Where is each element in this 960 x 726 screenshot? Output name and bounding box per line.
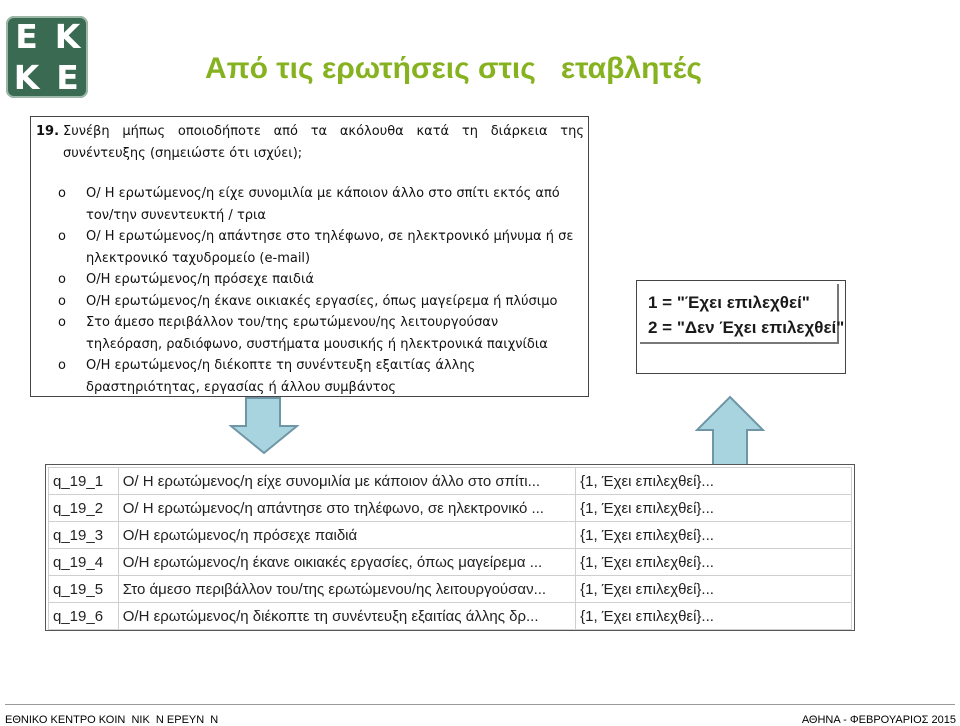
answer-option [31, 355, 588, 398]
table-row[interactable] [49, 468, 852, 495]
variables-grid [48, 467, 852, 630]
answer-option [31, 291, 588, 313]
bullet-icon: o [58, 186, 66, 201]
variable-name-cell[interactable]: q_19_6 [49, 603, 119, 630]
variable-name-cell[interactable]: q_19_2 [49, 495, 119, 522]
variable-name-cell[interactable]: q_19_3 [49, 522, 119, 549]
bullet-icon: o [58, 229, 66, 244]
footer-date: ΑΘΗΝΑ - ΦΕΒΡΟΥΑΡΙΟΣ 2015 [801, 714, 956, 726]
variable-values-cell[interactable]: {1, Έχει επιλεχθεί}... [576, 603, 852, 630]
table-row[interactable] [49, 576, 852, 603]
variable-values-cell[interactable]: {1, Έχει επιλεχθεί}... [576, 576, 852, 603]
answer-options [31, 183, 588, 398]
option-text: Ο/Η ερωτώμενος/η έκανε οικιακές εργασίες, όπως μαγείρεμα ή πλύσιμο [86, 293, 558, 309]
option-text: Στο άμεσο περιβάλλον του/της ερωτώμενου/ης λειτουργούσαν τηλεόραση, ραδιόφωνο, συστήματα μουσικής ή ηλεκτρονικά παιχνίδια [86, 315, 548, 352]
answer-option [31, 269, 588, 291]
bullet-icon: o [58, 358, 66, 373]
logo-letter: E [56, 58, 79, 97]
bullet-icon: o [58, 293, 66, 309]
variable-values-cell[interactable]: {1, Έχει επιλεχθεί}... [576, 495, 852, 522]
logo-letter: K [13, 58, 40, 97]
table-row[interactable] [49, 549, 852, 576]
table-row[interactable] [49, 495, 852, 522]
variable-name-cell[interactable]: q_19_1 [49, 468, 119, 495]
option-text: Ο/ Η ερωτώμενος/η είχε συνομιλία με κάποιον άλλο στο σπίτι εκτός από τον/την συνεντευκτή / τρια [86, 186, 560, 223]
footer-divider [5, 704, 955, 705]
option-text: Ο/ Η ερωτώμενος/η απάντησε στο τηλέφωνο, σε ηλεκτρονικό μήνυμα ή σε ηλεκτρονικό ταχυδρομείο (e-mail) [86, 229, 574, 266]
question-text: Συνέβη μήπως οποιοδήποτε από τα ακόλουθα κατά τη διάρκεια της συνέντευξης (σημειώστε ότι ισχύει); [63, 124, 584, 161]
variable-view-table [45, 464, 855, 631]
logo-letter: K [54, 17, 81, 56]
arrow-down-icon [229, 397, 299, 455]
value-coding-box [636, 280, 846, 374]
variable-label-cell[interactable]: Ο/Η ερωτώμενος/η διέκοπτε τη συνέντευξη εξαιτίας άλλης δρ... [118, 603, 575, 630]
answer-option [31, 312, 588, 355]
variable-label-cell[interactable]: Ο/Η ερωτώμενος/η πρόσεχε παιδιά [118, 522, 575, 549]
variable-label-cell[interactable]: Ο/ Η ερωτώμενος/η απάντησε στο τηλέφωνο, σε ηλεκτρονικό ... [118, 495, 575, 522]
variable-label-cell[interactable]: Ο/ Η ερωτώμενος/η είχε συνομιλία με κάποιον άλλο στο σπίτι... [118, 468, 575, 495]
value-coding-panel [640, 284, 845, 344]
logo-letter: E [15, 17, 38, 56]
variable-name-cell[interactable]: q_19_5 [49, 576, 119, 603]
coding-line-not-selected: 2 = "Δεν Έχει επιλεχθεί" [648, 318, 845, 337]
table-row[interactable] [49, 522, 852, 549]
questionnaire-excerpt [30, 116, 589, 397]
variable-label-cell[interactable]: Στο άμεσο περιβάλλον του/της ερωτώμενου/ης λειτουργούσαν... [118, 576, 575, 603]
variable-values-cell[interactable]: {1, Έχει επιλεχθεί}... [576, 549, 852, 576]
variable-values-cell[interactable]: {1, Έχει επιλεχθεί}... [576, 522, 852, 549]
answer-option [31, 183, 588, 226]
variable-values-cell[interactable]: {1, Έχει επιλεχθεί}... [576, 468, 852, 495]
table-row[interactable] [49, 603, 852, 630]
ekke-logo [6, 16, 88, 98]
option-text: Ο/Η ερωτώμενος/η διέκοπτε τη συνέντευξη εξαιτίας άλλης δραστηριότητας, εργασίας ή άλλου συμβάντος [86, 358, 476, 395]
option-text: Ο/Η ερωτώμενος/η πρόσεχε παιδιά [86, 272, 314, 287]
question-header [36, 121, 584, 165]
variable-label-cell[interactable]: Ο/Η ερωτώμενος/η έκανε οικιακές εργασίες, όπως μαγείρεμα ... [118, 549, 575, 576]
bullet-icon: o [58, 315, 66, 330]
coding-line-selected: 1 = "Έχει επιλεχθεί" [648, 293, 810, 312]
variable-name-cell[interactable]: q_19_4 [49, 549, 119, 576]
question-number: 19. [36, 124, 60, 139]
arrow-up-icon [695, 395, 765, 467]
footer-organization: ΕΘΝΙΚΟ ΚΕΝΤΡΟ ΚΟΙΝ ΝΙΚ Ν ΕΡΕΥΝ Ν [5, 714, 219, 726]
bullet-icon: o [58, 272, 66, 287]
slide-title: Από τις ερωτήσεις στις εταβλητές [205, 52, 702, 85]
answer-option [31, 226, 588, 269]
